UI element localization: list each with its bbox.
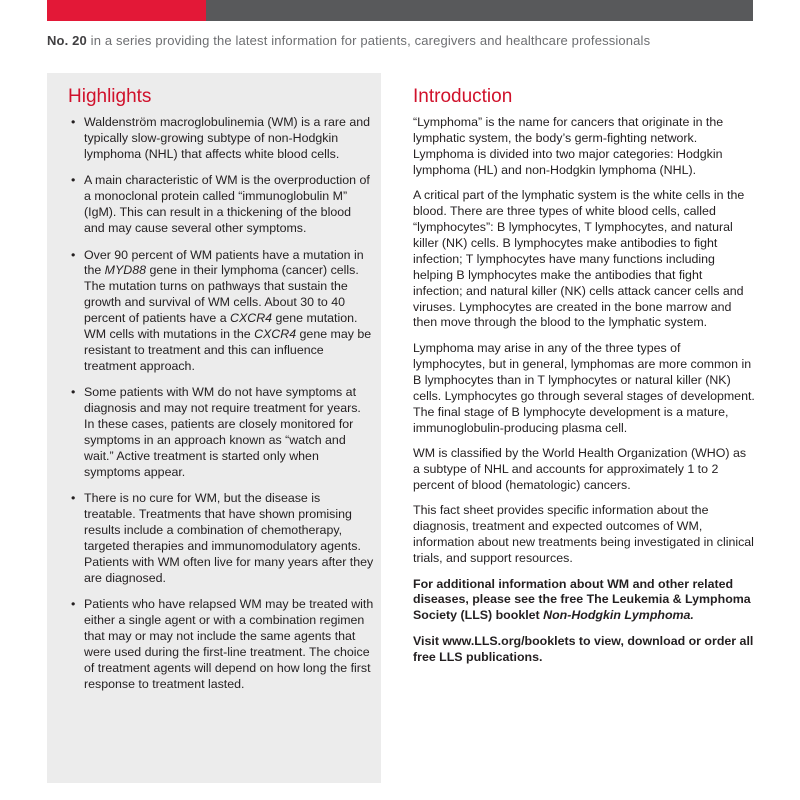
intro-paragraph <box>413 115 755 179</box>
text-run: gene mutation. WM cells with mutations in the <box>84 311 358 342</box>
text-run: Patients who have relapsed WM may be treated with either a single agent or with a combination regimen that may or may not include the same agents that were used during the first-line treatment. The choice of treatment agents will depend on how long the first response to treatment lasted. <box>84 597 374 691</box>
text-run: Waldenström macroglobulinemia (WM) is a rare and typically slow-growing subtype of non-Hodgkin lymphoma (NHL) that affects white blood cells. <box>84 115 370 161</box>
italic-text: MYD88 <box>104 263 146 278</box>
highlight-item <box>70 173 374 237</box>
introduction-body <box>413 115 755 675</box>
series-number: No. 20 <box>47 33 87 48</box>
intro-paragraph <box>413 503 755 567</box>
text-run: “Lymphoma” is the name for cancers that originate in the lymphatic system, the body’s germ-fighting network. Lymphoma is divided into two major categories: Hodgkin lymphoma (HL) and non-Hodgkin lymphoma (NHL). <box>413 115 724 177</box>
text-run: A critical part of the lymphatic system is the white cells in the blood. There are three types of white blood cells, called “lymphocytes”: B lymphocytes, T lymphocytes, and natural killer (NK) cells. B lymphocytes make antibodies to fight infection; T lymphocytes have many functions including helping B lymphocytes make the antibodies that fight infection; and natural killer (NK) cells attack cancer cells and viruses. Lymphocytes are created in the bone marrow and then move through the blood to the lymphatic system. <box>413 188 745 330</box>
intro-paragraph <box>413 446 755 494</box>
text-run: Visit www.LLS.org/booklets to view, download or order all free LLS publications. <box>413 633 754 664</box>
bullet-icon: • <box>71 173 76 188</box>
text-run: gene in their lymphoma (cancer) cells. The mutation turns on pathways that sustain the growth and survival of WM cells. About 30 to 40 percent of patients have a <box>84 263 359 326</box>
text-run: For additional information about WM and other related diseases, please see the free The Leukemia & Lymphoma Society (LLS) booklet <box>413 576 751 623</box>
bullet-icon: • <box>71 385 76 400</box>
highlight-item <box>70 248 374 375</box>
text-run: Some patients with WM do not have symptoms at diagnosis and may not require treatment for years. In these cases, patients are closely monitored for symptoms in an approach known as “watch and wait.” Active treatment is started only when symptoms appear. <box>84 385 361 479</box>
text-run: WM is classified by the World Health Organization (WHO) as a subtype of NHL and accounts for approximately 1 to 2 percent of blood (hematologic) cancers. <box>413 446 747 492</box>
intro-paragraph <box>413 634 755 666</box>
text-run: gene may be resistant to treatment and this can influence treatment approach. <box>84 327 372 373</box>
header-bar-gray-segment <box>206 0 753 21</box>
text-run: Over 90 percent of WM patients have a mutation in the <box>84 247 364 278</box>
italic-text: CXCR4 <box>254 327 297 342</box>
highlight-item <box>70 385 374 480</box>
italic-text: CXCR4 <box>230 311 273 326</box>
highlight-item <box>70 597 374 692</box>
introduction-title: Introduction <box>413 86 513 107</box>
text-run: This fact sheet provides specific information about the diagnosis, treatment and expected outcomes of WM, information about new treatments being investigated in clinical trials, and support resources. <box>413 503 754 566</box>
intro-paragraph <box>413 577 755 625</box>
text-run: There is no cure for WM, but the disease is treatable. Treatments that have shown promising results include a combination of chemotherapy, targeted therapies and immunomodulatory agents. Patients with WM often live for many years after they are diagnosed. <box>84 491 374 585</box>
bullet-icon: • <box>71 597 76 612</box>
italic-text: Non-Hodgkin Lymphoma. <box>543 608 694 623</box>
series-line <box>47 33 650 48</box>
text-run: A main characteristic of WM is the overproduction of a monoclonal protein called “immunoglobulin M” (IgM). This can result in a thickening of the blood and may cause several other symptoms. <box>84 173 370 236</box>
header-bar-red-segment <box>47 0 206 21</box>
highlight-item <box>70 491 374 586</box>
bullet-icon: • <box>71 491 76 506</box>
highlights-list <box>70 115 374 703</box>
bullet-icon: • <box>71 247 76 262</box>
intro-paragraph <box>413 341 755 436</box>
intro-paragraph <box>413 188 755 331</box>
highlight-item <box>70 115 374 163</box>
series-text: in a series providing the latest information for patients, caregivers and healthcare professionals <box>86 33 651 48</box>
header-color-bar <box>47 0 753 21</box>
highlights-title: Highlights <box>68 86 152 107</box>
bullet-icon: • <box>71 115 76 129</box>
text-run: Lymphoma may arise in any of the three types of lymphocytes, but in general, lymphomas are more common in B lymphocytes than in T lymphocytes or natural killer (NK) cells. Lymphocytes go through several stages of development. The final stage of B lymphocyte development is a mature, immunoglobulin-producing plasma cell. <box>413 340 755 435</box>
